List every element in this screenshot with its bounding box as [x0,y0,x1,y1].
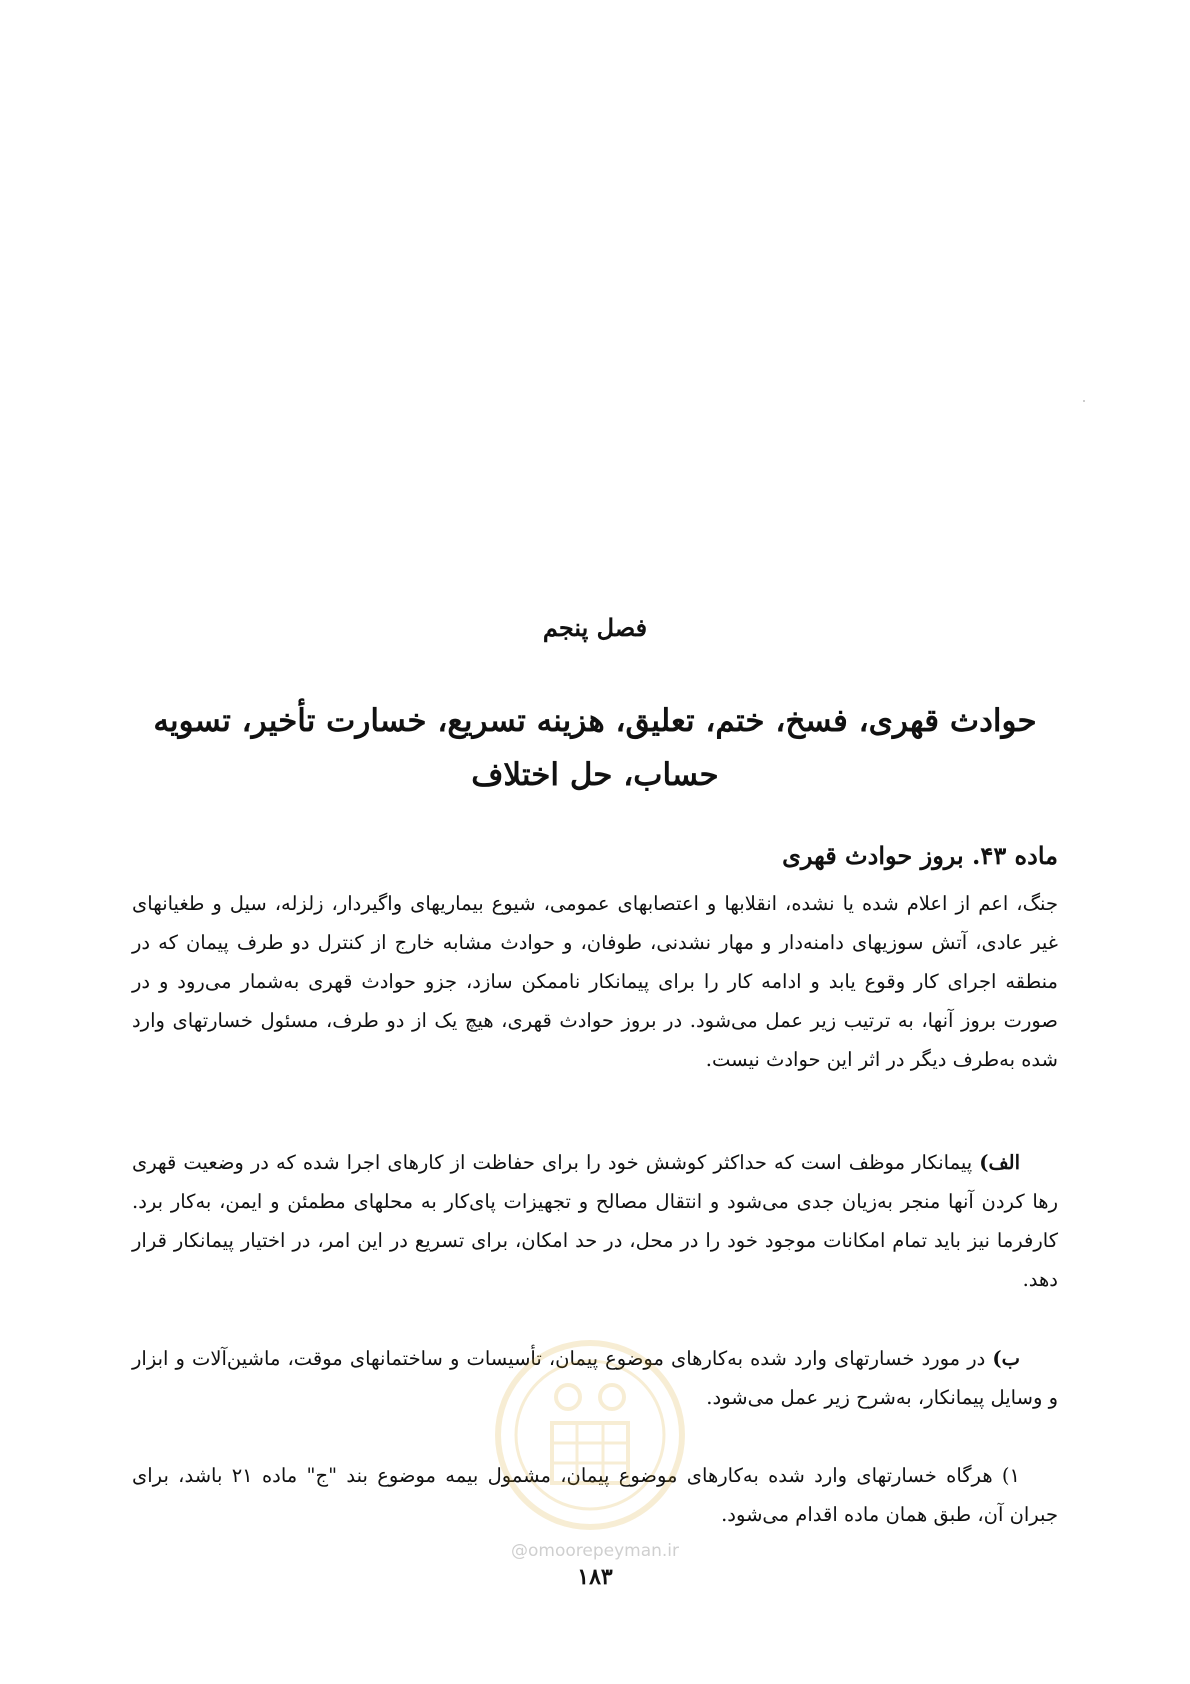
page-number: ۱۸۳ [577,1564,613,1590]
article-paragraph-1 [132,884,1058,1079]
paragraph-text: ۱) هرگاه خسارتهای وارد شده به‌کارهای موضوع پیمان، مشمول بیمه موضوع بند "ج" ماده ۲۱ باشد، برای جبران آن، طبق همان ماده اقدام می‌شود. [132,1464,1058,1526]
paragraph-text: پیمانکار موظف است که حداکثر کوشش خود را برای حفاظت از کارهای اجرا شده که در وضعیت قهری رها کردن آنها منجر به‌زیان جدی می‌شود و انتقال مصالح و تجهیزات پای‌کار به محلهای مطمئن و ایمن، به‌کار برد. کارفرما نیز باید تمام امکانات موجود خود را در محل، در حد امکان، برای تسریع در این امر، در اختیار پیمانکار قرار دهد. [132,1151,1058,1291]
paragraph-text: جنگ، اعم از اعلام شده یا نشده، انقلابها و اعتصابهای عمومی، شیوع بیماریهای واگیردار، زلزله، سیل و طغیانهای غیر عادی، آتش سوزیهای دامنه‌دار و مهار نشدنی، طوفان، و حوادث مشابه خارج از کنترل دو طرف پیمان که در منطقه اجرای کار وقوع یابد و ادامه کار را برای پیمانکار ناممکن سازد، جزو حوادث قهری به‌شمار می‌رود و در صورت بروز آنها، به ترتیب زیر عمل می‌شود. در بروز حوادث قهری، هیچ یک از دو طرف، مسئول خسارتهای وارد شده به‌طرف دیگر در اثر این حوادث نیست. [132,892,1058,1071]
chapter-title: حوادث قهری، فسخ، ختم، تعلیق، هزینه تسریع، خسارت تأخیر، تسویه حساب، حل اختلاف [153,703,1037,793]
chapter-label: فصل پنجم [542,613,648,642]
article-heading: ماده ۴۳. بروز حوادث قهری [782,841,1058,870]
watermark-url: @omoorepeyman.ir [510,1541,680,1561]
watermark-seal-icon [490,1335,690,1535]
article-paragraph-alef [132,1143,1058,1299]
paragraph-lead: ب) [992,1347,1020,1370]
paragraph-lead: الف) [979,1151,1020,1174]
paragraph-text: در مورد خسارتهای وارد شده به‌کارهای موضوع پیمان، تأسیسات و ساختمانهای موقت، ماشین‌آلات و ابزار و وسایل پیمانکار، به‌شرح زیر عمل می‌شود. [132,1347,1058,1409]
scan-speck [1083,400,1085,402]
